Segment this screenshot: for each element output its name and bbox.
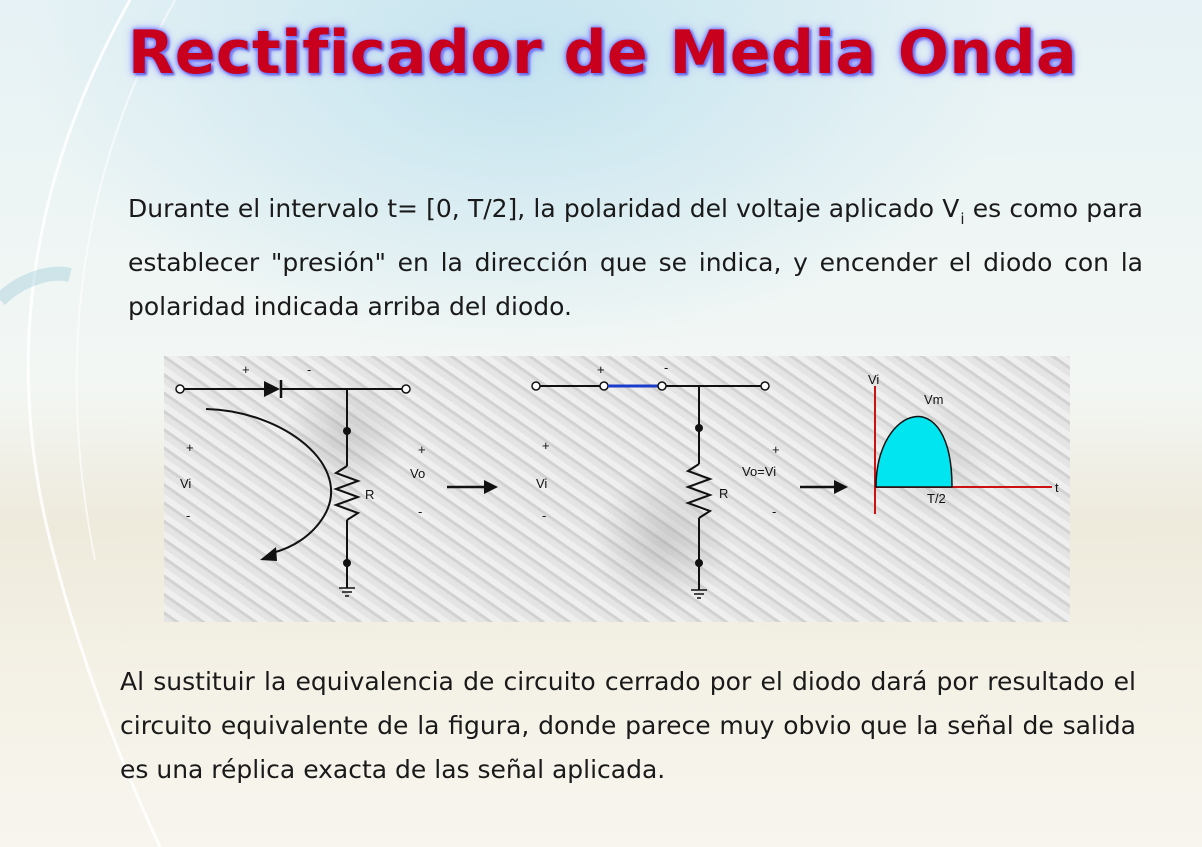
intro-text-after: es como para establecer "presión" en la dirección que se indica, y encender el diodo con la polaridad indicada arriba del diodo.: [128, 194, 1143, 321]
vo-equals-vi-label: Vo=Vi: [742, 464, 777, 479]
output-waveform-graph: [868, 372, 1059, 514]
y-axis-label: Vi: [868, 372, 880, 387]
diode-icon: [264, 380, 281, 398]
vo-label: Vo: [410, 466, 426, 481]
circuit-1: [176, 362, 426, 596]
right-arrow-icon: [447, 480, 498, 494]
vo-plus-sign: +: [772, 442, 780, 457]
vi-label: Vi: [536, 476, 548, 491]
current-direction-arrow: [206, 409, 331, 553]
right-arrow-icon: [800, 480, 848, 494]
output-terminal: [761, 382, 769, 390]
ground-icon: [691, 590, 707, 598]
half-sine-pulse: [876, 417, 952, 487]
vo-plus-sign: +: [418, 442, 426, 457]
output-terminal: [402, 385, 410, 393]
switch-plus-sign: +: [597, 362, 605, 377]
conclusion-paragraph: Al sustituir la equivalencia de circuito cerrado por el diodo dará por resultado el circuito equivalente de la figura, donde parece muy obvio que la señal de salida es una réplica exacta de las señal aplicada.: [120, 667, 1136, 784]
vo-minus-sign: -: [772, 504, 777, 519]
vi-subscript: i: [960, 210, 965, 228]
diode-plus-sign: +: [242, 362, 250, 377]
switch-minus-sign: -: [664, 360, 669, 375]
resistor-label: R: [365, 487, 375, 502]
vi-label: Vi: [180, 476, 192, 491]
input-terminal: [532, 382, 540, 390]
half-wave-circuit-figure: [164, 356, 1070, 622]
resistor-label: R: [719, 486, 729, 501]
resistor-icon: [336, 466, 358, 520]
slide-title: Rectificador de Media Onda: [128, 18, 1078, 88]
input-terminal: [176, 385, 184, 393]
vi-minus-sign: -: [542, 508, 547, 523]
diode-minus-sign: -: [307, 362, 312, 377]
peak-label: Vm: [924, 392, 944, 407]
ground-icon: [339, 588, 355, 596]
circuit-2: [532, 360, 780, 598]
resistor-icon: [688, 464, 710, 518]
half-period-label: T/2: [927, 491, 946, 506]
intro-text-before: Durante el intervalo t= [0, T/2], la polaridad del voltaje aplicado V: [128, 194, 960, 223]
vi-plus-sign: +: [542, 438, 550, 453]
circuit-diagram: [164, 356, 1070, 622]
vi-minus-sign: -: [186, 508, 191, 523]
intro-paragraph: [128, 187, 1143, 329]
x-axis-label: t: [1055, 480, 1059, 495]
vi-plus-sign: +: [186, 440, 194, 455]
vo-minus-sign: -: [418, 504, 423, 519]
